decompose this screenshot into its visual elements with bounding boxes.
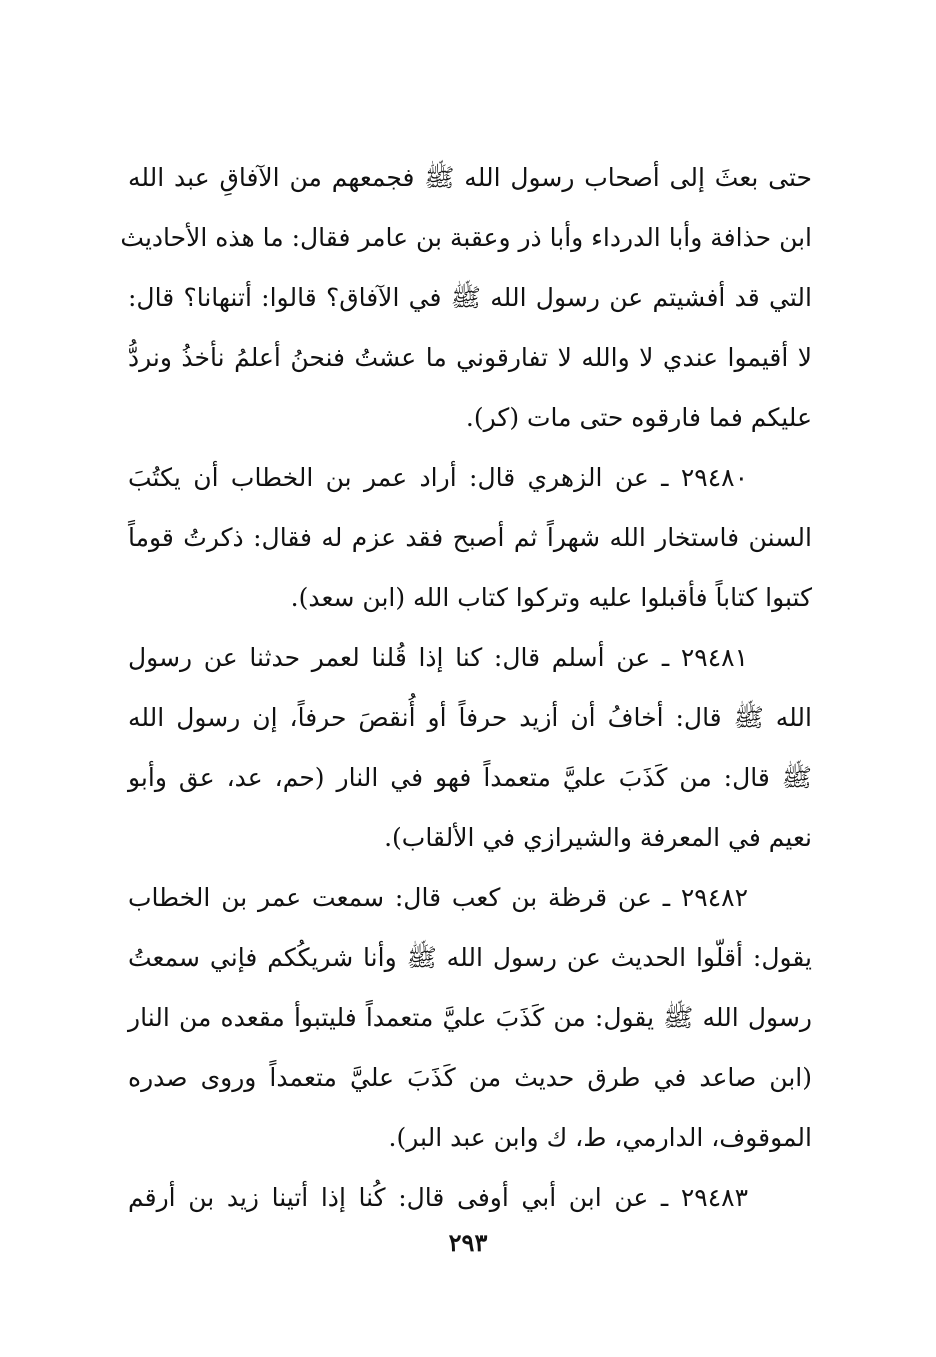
text-line: نعيم في المعرفة والشيرازي في الألقاب). [384,823,812,852]
text-line: كتبوا كتاباً فأقبلوا عليه وتركوا كتاب الله (ابن سعد). [290,583,812,612]
text-line: الموقوف، الدارمي، ط، ك وابن عبد البر). [388,1123,812,1152]
text-line: (ابن صاعد في طرق حديث من كَذَبَ عليَّ متعمداً وروى صدره [128,1063,812,1092]
hadith-heading-line: ٢٩٤٨٠ ـ عن الزهري قال: أراد عمر بن الخطاب أن يكتُبَ [128,463,748,492]
text-line: ﷺ قال: من كَذَبَ عليَّ متعمداً فهو في النار (حم، عد، عق وأبو [128,763,812,792]
hadith-heading-line: ٢٩٤٨٣ ـ عن ابن أبي أوفى قال: كُنا إذا أتينا زيد بن أرقم [128,1183,748,1212]
text-line: رسول الله ﷺ يقول: من كَذَبَ عليَّ متعمداً فليتبوأ مقعده من النار [128,1003,812,1032]
text-line: الله ﷺ قال: أخافُ أن أزيد حرفاً أو أُنقصَ حرفاً، إن رسول الله [128,703,812,732]
hadith-heading-line: ٢٩٤٨٢ ـ عن قرظة بن كعب قال: سمعت عمر بن الخطاب [128,883,748,912]
hadith-heading-line: ٢٩٤٨١ ـ عن أسلم قال: كنا إذا قُلنا لعمر حدثنا عن رسول [128,643,748,672]
text-line: يقول: أقلّوا الحديث عن رسول الله ﷺ وأنا شريكُكم فإني سمعتُ [128,943,812,972]
text-line: التي قد أفشيتم عن رسول الله ﷺ في الآفاق؟ قالوا: أتنهانا؟ قال: [128,283,812,312]
text-line: السنن فاستخار الله شهراً ثم أصبح فقد عزم له فقال: ذكرتُ قوماً [128,523,812,552]
text-line: لا أقيموا عندي لا والله لا تفارقوني ما عشتُ فنحنُ أعلمُ نأخذُ ونردُّ [128,343,812,372]
text-line: حتى بعثَ إلى أصحاب رسول الله ﷺ فجمعهم من الآفاقِ عبد الله [128,163,812,192]
text-line: عليكم فما فارقوه حتى مات (كر). [465,403,812,432]
text-line: ابن حذافة وأبا الدرداء وأبا ذر وعقبة بن عامر فقال: ما هذه الأحاديث [120,223,812,252]
page-text-block [120,148,812,1228]
page-number: ٢٩٣ [448,1228,488,1257]
